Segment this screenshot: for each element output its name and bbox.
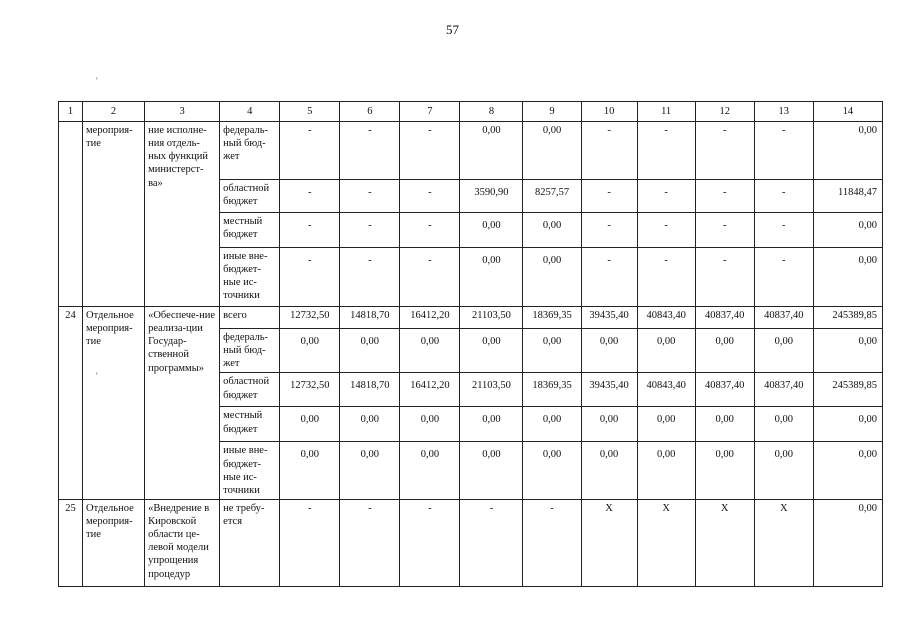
funding-source-cell: местный бюджет	[220, 213, 280, 248]
value-cell: -	[695, 248, 754, 307]
value-cell: 3590,90	[460, 180, 523, 213]
value-cell: -	[637, 122, 695, 180]
column-number: 13	[754, 102, 813, 122]
value-cell: 0,00	[813, 499, 882, 586]
item-name-cell: «Обеспече-ние реализа-ции Государ-ственной программы»	[145, 307, 220, 500]
value-cell: 0,00	[460, 213, 523, 248]
value-cell: 0,00	[523, 407, 581, 442]
value-cell: 0,00	[400, 329, 460, 373]
value-cell: 245389,85	[813, 373, 882, 407]
item-name-cell: ние исполне-ния отдель-ных функций министерст-ва»	[145, 122, 220, 307]
value-cell: 16412,20	[400, 307, 460, 329]
funding-source-cell: иные вне-бюджет-ные ис-точники	[220, 248, 280, 307]
scan-speck: '	[96, 371, 98, 381]
column-number: 6	[340, 102, 400, 122]
value-cell: -	[581, 180, 637, 213]
value-cell: -	[340, 180, 400, 213]
value-cell: -	[460, 499, 523, 586]
value-cell: 0,00	[754, 407, 813, 442]
value-cell: -	[754, 180, 813, 213]
value-cell: 14818,70	[340, 307, 400, 329]
value-cell: -	[280, 248, 340, 307]
column-number: 5	[280, 102, 340, 122]
value-cell: 0,00	[523, 122, 581, 180]
value-cell: 40837,40	[754, 307, 813, 329]
value-cell: -	[523, 499, 581, 586]
value-cell: 0,00	[400, 442, 460, 500]
value-cell: -	[400, 499, 460, 586]
value-cell: -	[695, 122, 754, 180]
column-number: 7	[400, 102, 460, 122]
value-cell: 40837,40	[695, 307, 754, 329]
value-cell: -	[340, 213, 400, 248]
budget-table	[58, 101, 883, 587]
value-cell: 0,00	[813, 122, 882, 180]
value-cell: 18369,35	[523, 307, 581, 329]
value-cell: Х	[581, 499, 637, 586]
funding-source-cell: федераль-ный бюд-жет	[220, 329, 280, 373]
value-cell: 0,00	[754, 442, 813, 500]
value-cell: 40843,40	[637, 373, 695, 407]
funding-source-cell: областной бюджет	[220, 373, 280, 407]
value-cell: 0,00	[695, 407, 754, 442]
value-cell: 0,00	[340, 329, 400, 373]
value-cell: 40843,40	[637, 307, 695, 329]
value-cell: 0,00	[400, 407, 460, 442]
value-cell: -	[754, 213, 813, 248]
value-cell: 0,00	[813, 407, 882, 442]
item-name-cell: «Внедрение в Кировской области це-левой модели упрощения процедур	[145, 499, 220, 586]
table-row	[59, 499, 883, 586]
value-cell: 0,00	[280, 442, 340, 500]
column-number: 4	[220, 102, 280, 122]
column-number: 10	[581, 102, 637, 122]
value-cell: 0,00	[637, 442, 695, 500]
value-cell: 40837,40	[695, 373, 754, 407]
value-cell: 21103,50	[460, 307, 523, 329]
row-number-cell: 25	[59, 499, 83, 586]
value-cell: 0,00	[460, 122, 523, 180]
value-cell: Х	[754, 499, 813, 586]
row-number-cell: 24	[59, 307, 83, 500]
value-cell: -	[400, 180, 460, 213]
value-cell: 0,00	[280, 329, 340, 373]
value-cell: -	[637, 213, 695, 248]
value-cell: -	[581, 122, 637, 180]
value-cell: -	[754, 122, 813, 180]
value-cell: 0,00	[637, 329, 695, 373]
value-cell: 0,00	[460, 407, 523, 442]
value-cell: 0,00	[340, 407, 400, 442]
value-cell: -	[400, 213, 460, 248]
value-cell: 14818,70	[340, 373, 400, 407]
value-cell: 0,00	[523, 248, 581, 307]
value-cell: 0,00	[581, 407, 637, 442]
value-cell: 0,00	[695, 442, 754, 500]
value-cell: 11848,47	[813, 180, 882, 213]
funding-source-cell: местный бюджет	[220, 407, 280, 442]
value-cell: 245389,85	[813, 307, 882, 329]
funding-source-cell: иные вне-бюджет-ные ис-точники	[220, 442, 280, 500]
table-row	[59, 307, 883, 329]
table-header-row	[59, 102, 883, 122]
value-cell: 0,00	[340, 442, 400, 500]
column-number: 3	[145, 102, 220, 122]
value-cell: -	[695, 180, 754, 213]
value-cell: -	[280, 499, 340, 586]
value-cell: -	[280, 180, 340, 213]
value-cell: 39435,40	[581, 373, 637, 407]
value-cell: -	[581, 213, 637, 248]
value-cell: 21103,50	[460, 373, 523, 407]
item-type-cell: Отдельное мероприя-тие	[83, 499, 145, 586]
funding-source-cell: областной бюджет	[220, 180, 280, 213]
column-number: 11	[637, 102, 695, 122]
value-cell: -	[695, 213, 754, 248]
value-cell: 0,00	[813, 248, 882, 307]
value-cell: 39435,40	[581, 307, 637, 329]
value-cell: 0,00	[581, 329, 637, 373]
value-cell: -	[637, 248, 695, 307]
value-cell: 16412,20	[400, 373, 460, 407]
value-cell: 8257,57	[523, 180, 581, 213]
value-cell: 12732,50	[280, 307, 340, 329]
value-cell: 0,00	[754, 329, 813, 373]
value-cell: 0,00	[813, 442, 882, 500]
column-number: 9	[523, 102, 581, 122]
value-cell: 0,00	[695, 329, 754, 373]
value-cell: -	[340, 122, 400, 180]
value-cell: 0,00	[523, 442, 581, 500]
column-number: 14	[813, 102, 882, 122]
column-number: 12	[695, 102, 754, 122]
scan-speck: '	[96, 76, 98, 86]
value-cell: -	[754, 248, 813, 307]
column-number: 1	[59, 102, 83, 122]
value-cell: Х	[695, 499, 754, 586]
value-cell: 0,00	[460, 248, 523, 307]
value-cell: 12732,50	[280, 373, 340, 407]
value-cell: -	[340, 499, 400, 586]
funding-source-cell: не требу-ется	[220, 499, 280, 586]
value-cell: 40837,40	[754, 373, 813, 407]
value-cell: -	[280, 213, 340, 248]
value-cell: 0,00	[460, 442, 523, 500]
value-cell: -	[581, 248, 637, 307]
table-row	[59, 122, 883, 180]
value-cell: 0,00	[813, 213, 882, 248]
page-number: 57	[446, 22, 459, 37]
value-cell: -	[340, 248, 400, 307]
value-cell: 0,00	[637, 407, 695, 442]
column-number: 8	[460, 102, 523, 122]
row-number-cell	[59, 122, 83, 307]
funding-source-cell: федераль-ный бюд-жет	[220, 122, 280, 180]
item-type-cell: мероприя-тие	[83, 122, 145, 307]
value-cell: -	[637, 180, 695, 213]
value-cell: 0,00	[523, 329, 581, 373]
value-cell: -	[280, 122, 340, 180]
column-number: 2	[83, 102, 145, 122]
funding-source-cell: всего	[220, 307, 280, 329]
value-cell: 0,00	[280, 407, 340, 442]
item-type-cell: Отдельное мероприя-тие	[83, 307, 145, 500]
value-cell: 0,00	[581, 442, 637, 500]
value-cell: -	[400, 122, 460, 180]
value-cell: 18369,35	[523, 373, 581, 407]
value-cell: Х	[637, 499, 695, 586]
value-cell: 0,00	[813, 329, 882, 373]
value-cell: 0,00	[523, 213, 581, 248]
value-cell: -	[400, 248, 460, 307]
value-cell: 0,00	[460, 329, 523, 373]
